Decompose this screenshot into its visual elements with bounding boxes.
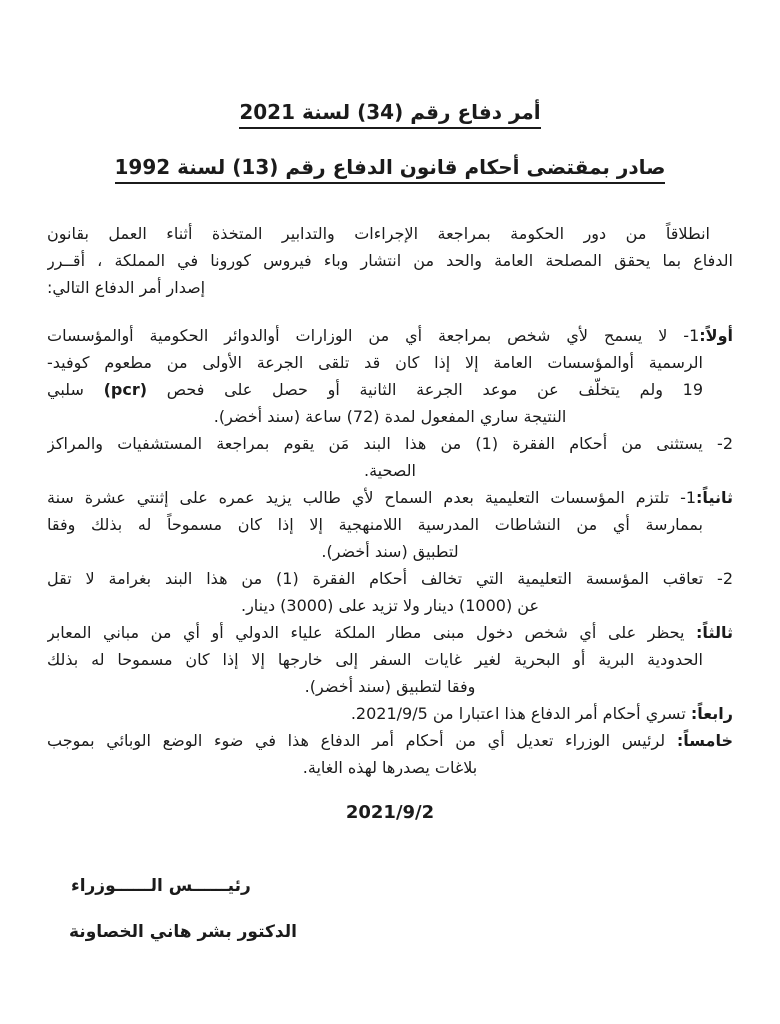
text-segment: انطلاقاً من دور الحكومة بمراجعة الإجراءات والتدابير المتخذة أثناء العمل بقانون bbox=[47, 224, 710, 243]
paragraph-first-2 bbox=[47, 430, 733, 484]
signature-name: الدكتور بشر هاني الخصاونة bbox=[69, 922, 297, 942]
document-intro bbox=[47, 220, 733, 301]
text-line bbox=[47, 673, 733, 700]
issue-date: 2021/9/2 bbox=[345, 802, 435, 823]
title-1-text: أمر دفاع رقم (34) لسنة 2021 bbox=[239, 100, 540, 129]
document-title-line-1 bbox=[47, 99, 733, 125]
text-line bbox=[47, 274, 733, 301]
title-2-text: صادر بمقتضى أحكام قانون الدفاع رقم (13) لسنة 1992 bbox=[115, 155, 666, 184]
text-line bbox=[47, 349, 733, 376]
paragraph-first bbox=[47, 322, 733, 430]
text-segment: سلبي bbox=[47, 380, 104, 399]
text-line bbox=[47, 376, 733, 403]
paragraph-fifth bbox=[47, 727, 733, 781]
text-line bbox=[47, 538, 733, 565]
text-line bbox=[47, 484, 733, 511]
document-title-line-2 bbox=[47, 154, 733, 180]
text-segment: لرئيس الوزراء تعديل أي من أحكام أمر الدفاع هذا في ضوء الوضع الوبائي بموجب bbox=[47, 731, 677, 750]
text-line bbox=[47, 322, 733, 349]
text-line bbox=[47, 403, 733, 430]
signature-title: رئيــــــس الــــــوزراء bbox=[71, 876, 251, 896]
text-segment: الصحية. bbox=[363, 461, 416, 480]
paragraph-third bbox=[47, 619, 733, 700]
bold-text-segment: (pcr) bbox=[103, 380, 148, 399]
paragraph-second-2 bbox=[47, 565, 733, 619]
text-line bbox=[47, 754, 733, 781]
text-line bbox=[47, 247, 733, 274]
text-line bbox=[47, 592, 733, 619]
paragraph-intro bbox=[47, 220, 733, 301]
text-segment: الرسمية أوالمؤسسات العامة إلا إذا كان قد تلقى الجرعة الأولى من مطعوم كوفيد- bbox=[47, 353, 703, 372]
text-segment: يحظر على أي شخص دخول مبنى مطار الملكة علياء الدولي أو أي من مباني المعابر bbox=[47, 623, 697, 642]
text-line bbox=[47, 457, 733, 484]
text-segment: تسري أحكام أمر الدفاع هذا اعتبارا من 2021/9/5. bbox=[350, 704, 691, 723]
text-segment: بممارسة أي من النشاطات المدرسية اللامنهجية إلا إذا كان مسموحاً له بذلك وفقا bbox=[47, 515, 703, 534]
bold-text-segment: خامساً: bbox=[676, 731, 733, 750]
bold-text-segment: رابعاً: bbox=[690, 704, 733, 723]
text-line bbox=[47, 619, 733, 646]
text-line bbox=[47, 646, 733, 673]
text-segment: 1- لا يسمح لأي شخص بمراجعة أي من الوزارات أوالدوائر الحكومية أوالمؤسسات bbox=[47, 326, 700, 345]
text-segment: عن (1000) دينار ولا تزيد على (3000) دينار. bbox=[240, 596, 539, 615]
text-segment: وفقا لتطبيق (سند أخضر). bbox=[304, 677, 476, 696]
text-segment: الحدودية البرية أو البحرية لغير غايات السفر إلى خارجها إلا إذا كان مسموحا له بذلك bbox=[47, 650, 703, 669]
text-segment: 1- تلتزم المؤسسات التعليمية بعدم السماح لأي طالب يزيد عمره على إثنتي عشرة سنة bbox=[47, 488, 697, 507]
text-line bbox=[47, 700, 733, 727]
text-line bbox=[47, 220, 733, 247]
text-line bbox=[47, 727, 733, 754]
text-line bbox=[47, 430, 733, 457]
text-segment: بلاغات يصدرها لهذه الغاية. bbox=[302, 758, 478, 777]
text-segment: النتيجة ساري المفعول لمدة (72) ساعة (سند أخضر). bbox=[213, 407, 567, 426]
text-segment: 2- تعاقب المؤسسة التعليمية التي تخالف أحكام الفقرة (1) من هذا البند بغرامة لا تقل bbox=[47, 569, 733, 588]
text-line bbox=[47, 565, 733, 592]
document-clauses bbox=[47, 322, 733, 781]
text-segment: إصدار أمر الدفاع التالي: bbox=[47, 278, 206, 297]
text-segment: لتطبيق (سند أخضر). bbox=[321, 542, 459, 561]
paragraph-second bbox=[47, 484, 733, 565]
bold-text-segment: ثانياً: bbox=[696, 488, 733, 507]
text-segment: 19 ولم يتخلّف عن موعد الجرعة الثانية أو حصل على فحص bbox=[147, 380, 704, 399]
text-line bbox=[47, 511, 733, 538]
text-segment: الدفاع بما يحقق المصلحة العامة والحد من انتشار وباء فيروس كورونا في المملكة ، أقــرر bbox=[47, 251, 733, 270]
bold-text-segment: ثالثاً: bbox=[696, 623, 733, 642]
bold-text-segment: أولاً: bbox=[699, 326, 733, 345]
text-segment: 2- يستثنى من أحكام الفقرة (1) من هذا البند مَن يقوم بمراجعة المستشفيات والمراكز bbox=[47, 434, 733, 453]
paragraph-fourth bbox=[47, 700, 733, 727]
